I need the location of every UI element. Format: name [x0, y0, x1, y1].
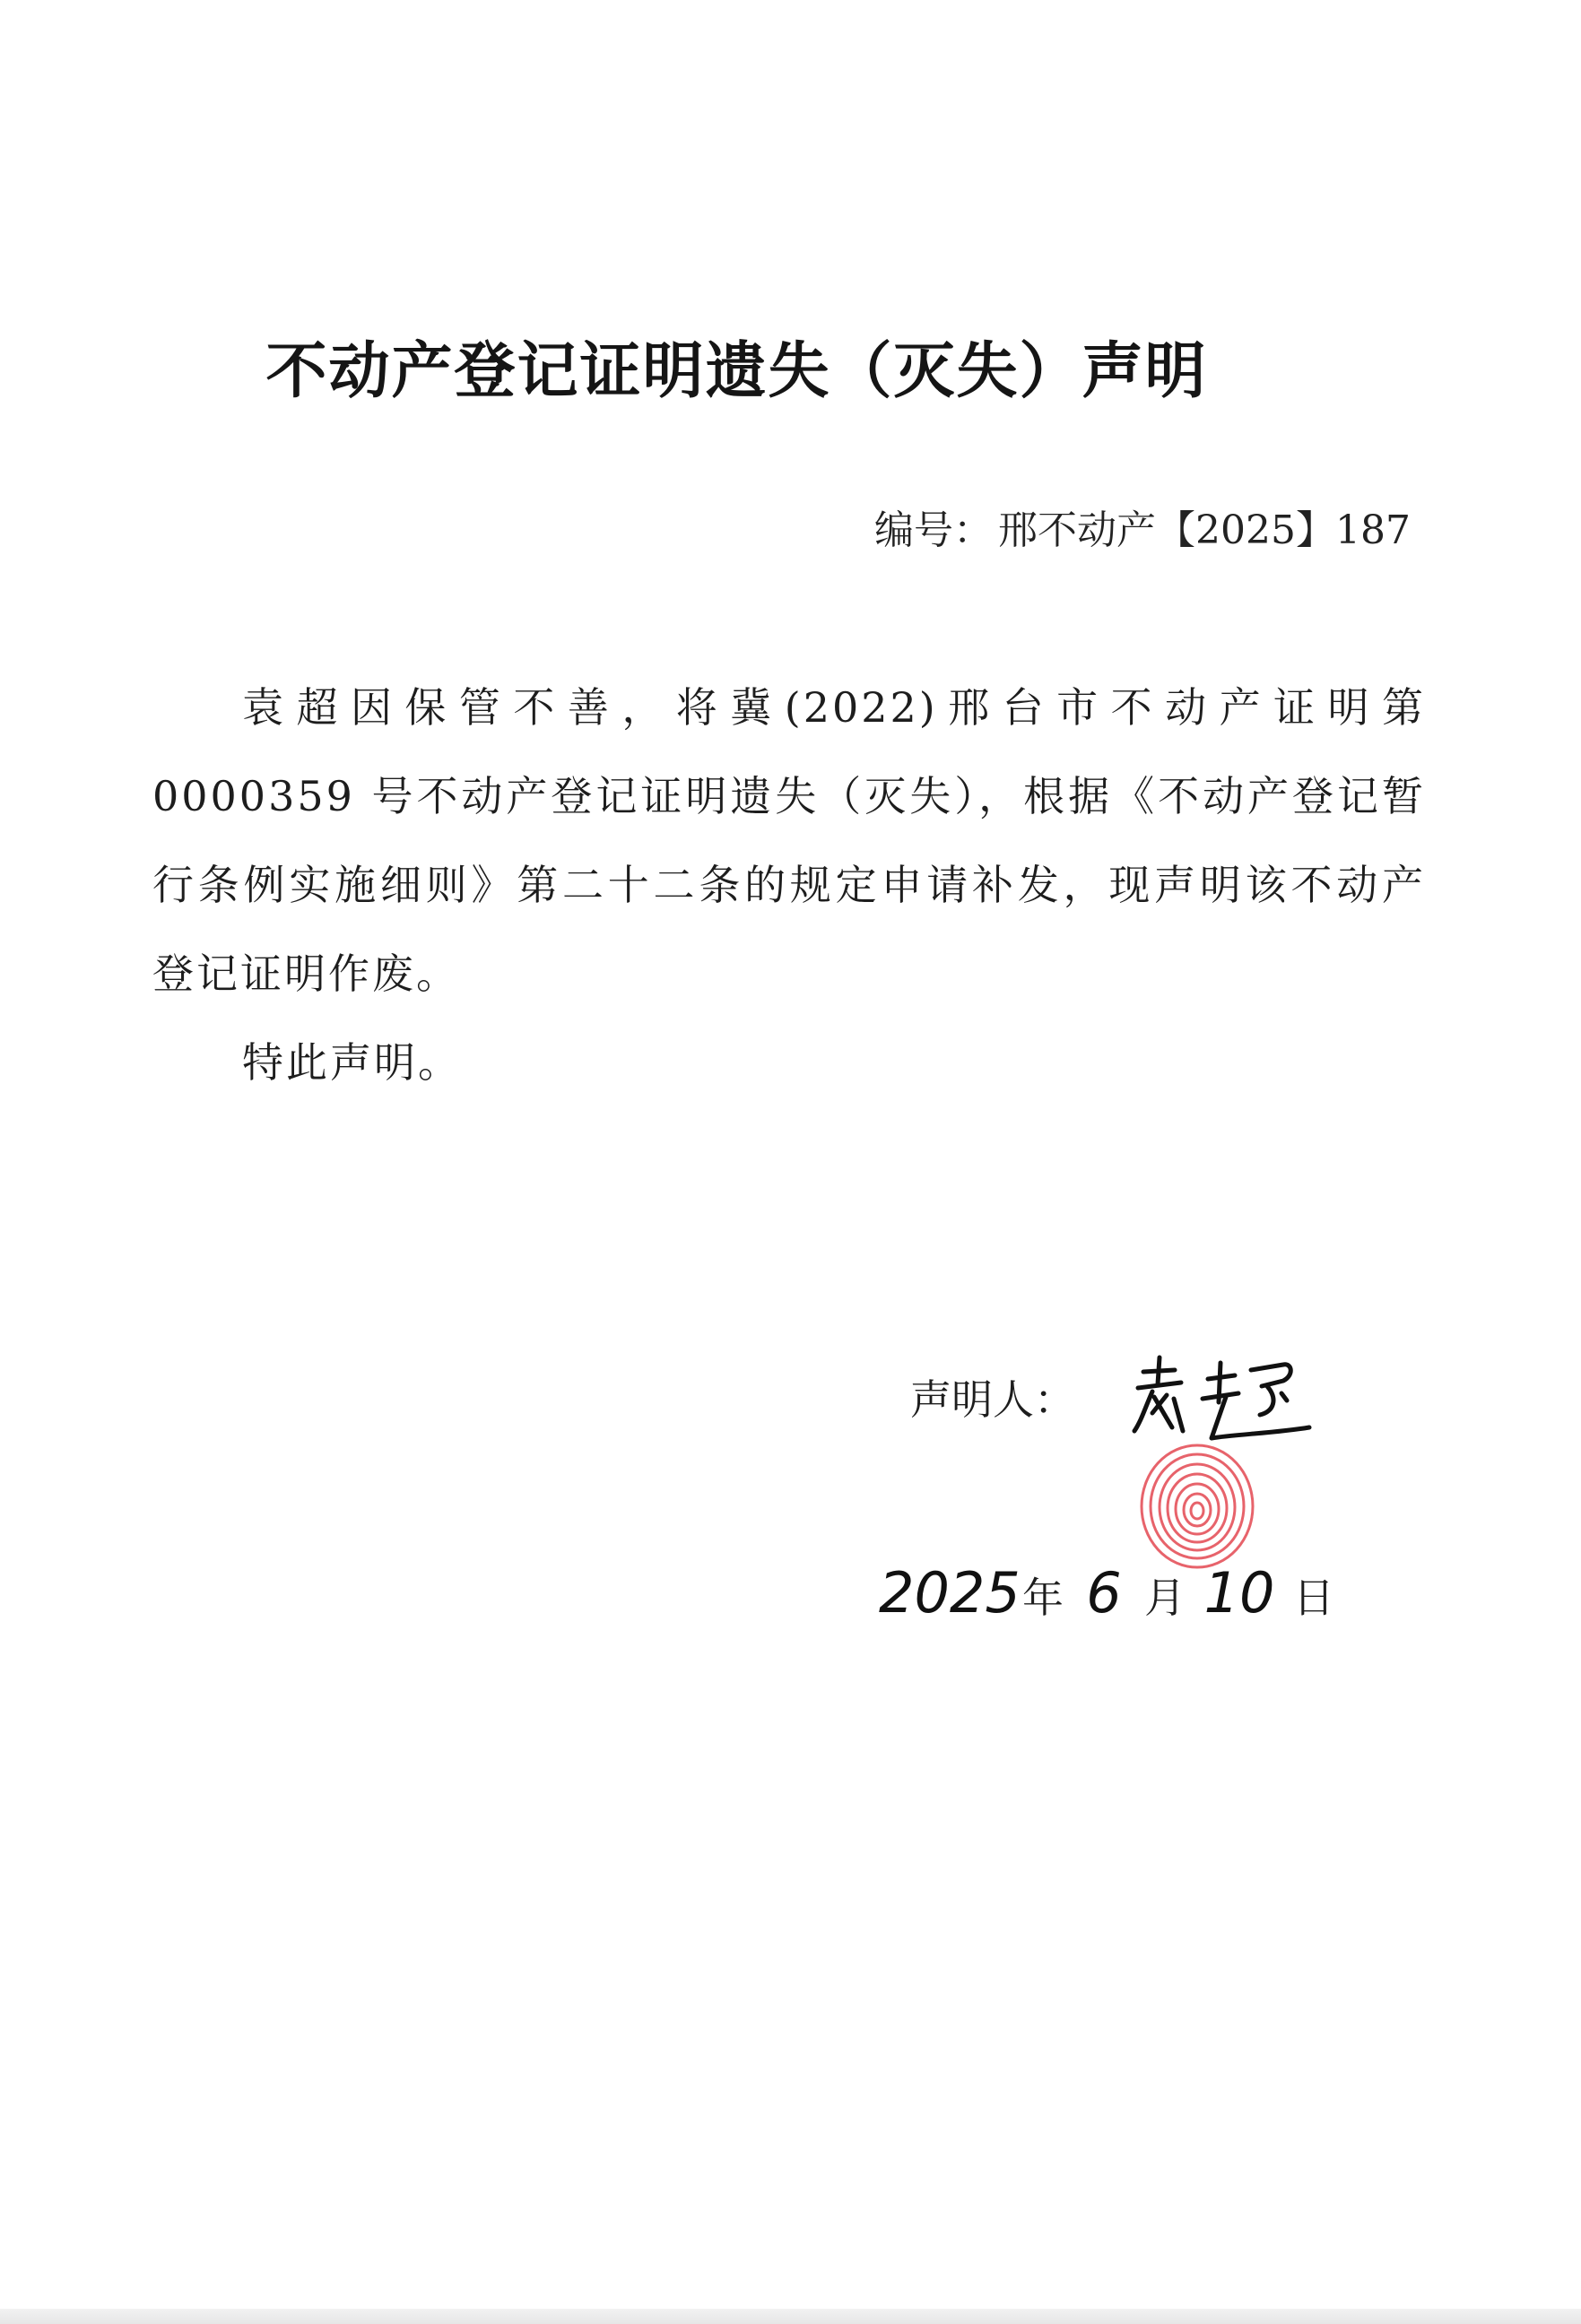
fingerprint-mark — [1125, 1439, 1269, 1574]
date-month-unit: 月 — [1144, 1574, 1186, 1622]
date-year: 2025 — [879, 1560, 1021, 1626]
date-day-unit: 日 — [1293, 1574, 1334, 1622]
date-day: 10 — [1203, 1560, 1275, 1626]
date-month: 6 — [1086, 1560, 1122, 1626]
declaration-closing: 特此声明。 — [242, 1038, 462, 1087]
declarant-row — [910, 1367, 1075, 1426]
handwritten-signature — [1125, 1345, 1323, 1452]
date-year-unit: 年 — [1022, 1574, 1064, 1622]
scan-bottom-edge — [0, 2309, 1581, 2324]
declaration-paragraph: 袁超因保管不善，将冀(2022)邢台市不动产证明第 0000359 号不动产登记证明遗失（灭失），根据《不动产登记暂行条例实施细则》第二十二条的规定申请补发，现声明该不动产登记证明作废。 — [152, 683, 1426, 998]
declarant-label: 声明人： — [910, 1375, 1075, 1424]
document-number-label: 编号： — [874, 507, 994, 553]
declaration-body — [152, 663, 1426, 1107]
document-number — [874, 498, 1411, 555]
page-title: 不动产登记证明遗失（灭失）声明 — [265, 336, 1208, 407]
declaration-date — [879, 1560, 1343, 1626]
document-number-value: 邢不动产【2025】187 — [998, 507, 1411, 553]
